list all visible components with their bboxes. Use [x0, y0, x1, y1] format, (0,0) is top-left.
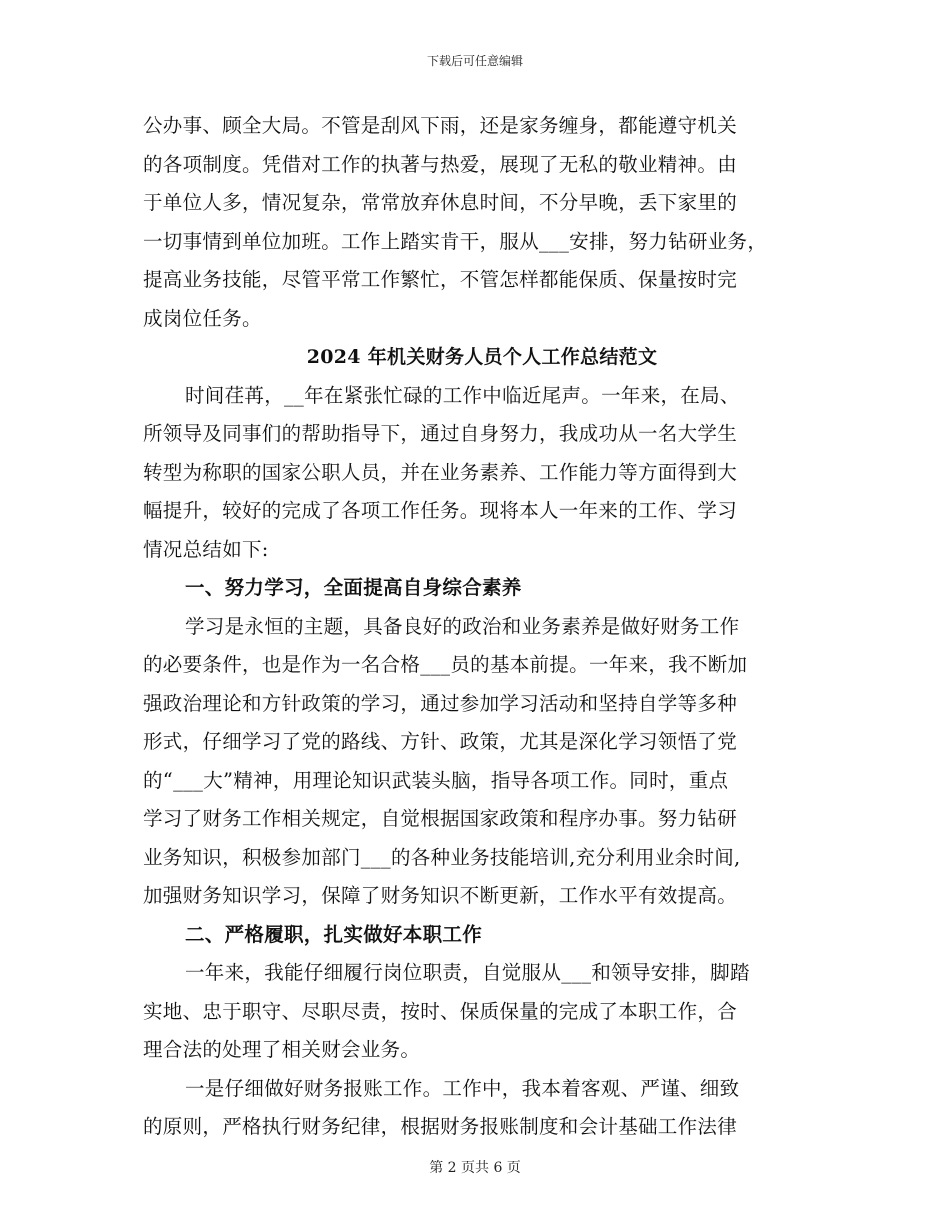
- paragraph-line: 于单位人多，情况复杂，常常放弃休息时间，不分早晚，丢下家里的: [143, 191, 738, 214]
- paragraph-line: 的各项制度。凭借对工作的执著与热爱，展现了无私的敬业精神。由: [143, 152, 738, 176]
- paragraph-line: 情况总结如下:: [143, 537, 269, 561]
- section-heading: 二、严格履职，扎实做好本职工作: [185, 922, 483, 946]
- paragraph-line: 公办事、顾全大局。不管是刮风下雨，还是家务缠身，都能遵守机关: [143, 114, 738, 137]
- paragraph-line: 的原则，严格执行财务纪律，根据财务报账制度和会计基础工作法律: [143, 1115, 738, 1138]
- paragraph-line: 幅提升，较好的完成了各项工作任务。现将本人一年来的工作、学习: [143, 499, 738, 522]
- paragraph-line: 强政治理论和方针政策的学习，通过参加学习活动和坚持自学等多种: [143, 691, 738, 715]
- paragraph-line: 学习了财务工作相关规定，自觉根据国家政策和程序办事。努力钻研: [143, 807, 738, 830]
- paragraph-line: 转型为称职的国家公职人员，并在业务素养、工作能力等方面得到大: [143, 460, 738, 484]
- paragraph-line: 所领导及同事们的帮助指导下，通过自身努力，我成功从一名大学生: [143, 422, 738, 445]
- paragraph-start-line: 时间荏苒，__年在紧张忙碌的工作中临近尾声。一年来，在局、: [185, 383, 740, 407]
- paragraph-line: 的“___大”精神，用理论知识武装头脑，指导各项工作。同时，重点: [143, 768, 729, 792]
- paragraph-line: 实地、忠于职守、尽职尽责，按时、保质保量的完成了本职工作，合: [143, 999, 738, 1023]
- page-number: 第 2 页共 6 页: [429, 1160, 521, 1176]
- paragraph-line: 形式，仔细学习了党的路线、方针、政策，尤其是深化学习领悟了党: [143, 730, 738, 753]
- paragraph-line: 的必要条件，也是作为一名合格___员的基本前提。一年来，我不断加: [143, 653, 748, 676]
- paragraph-line: 理合法的处理了相关财会业务。: [143, 1038, 421, 1061]
- paragraph-start-line: 学习是永恒的主题，具备良好的政治和业务素养是做好财务工作: [185, 614, 740, 638]
- document-body: [143, 107, 811, 1147]
- paragraph-start-line: 一年来，我能仔细履行岗位职责，自觉服从___和领导安排，脚踏: [185, 961, 750, 984]
- paragraph-line: 业务知识，积极参加部门___的各种业务技能培训,充分利用业余时间,: [143, 845, 741, 869]
- paragraph-line: 成岗位任务。: [143, 306, 262, 330]
- paragraph-line: 提高业务技能，尽管平常工作繁忙，不管怎样都能保质、保量按时完: [143, 268, 738, 291]
- paragraph-line: 加强财务知识学习，保障了财务知识不断更新，工作水平有效提高。: [143, 884, 738, 907]
- section-heading: 一、努力学习，全面提高自身综合素养: [185, 576, 522, 599]
- paragraph-start-line: 一是仔细做好财务报账工作。工作中，我本着客观、严谨、细致: [185, 1076, 740, 1100]
- document-title: 2024 年机关财务人员个人工作总结范文: [306, 346, 658, 368]
- page-header: 下载后可任意编辑: [426, 54, 523, 68]
- paragraph-line: 一切事情到单位加班。工作上踏实肯干，服从___安排，努力钻研业务，: [143, 229, 768, 253]
